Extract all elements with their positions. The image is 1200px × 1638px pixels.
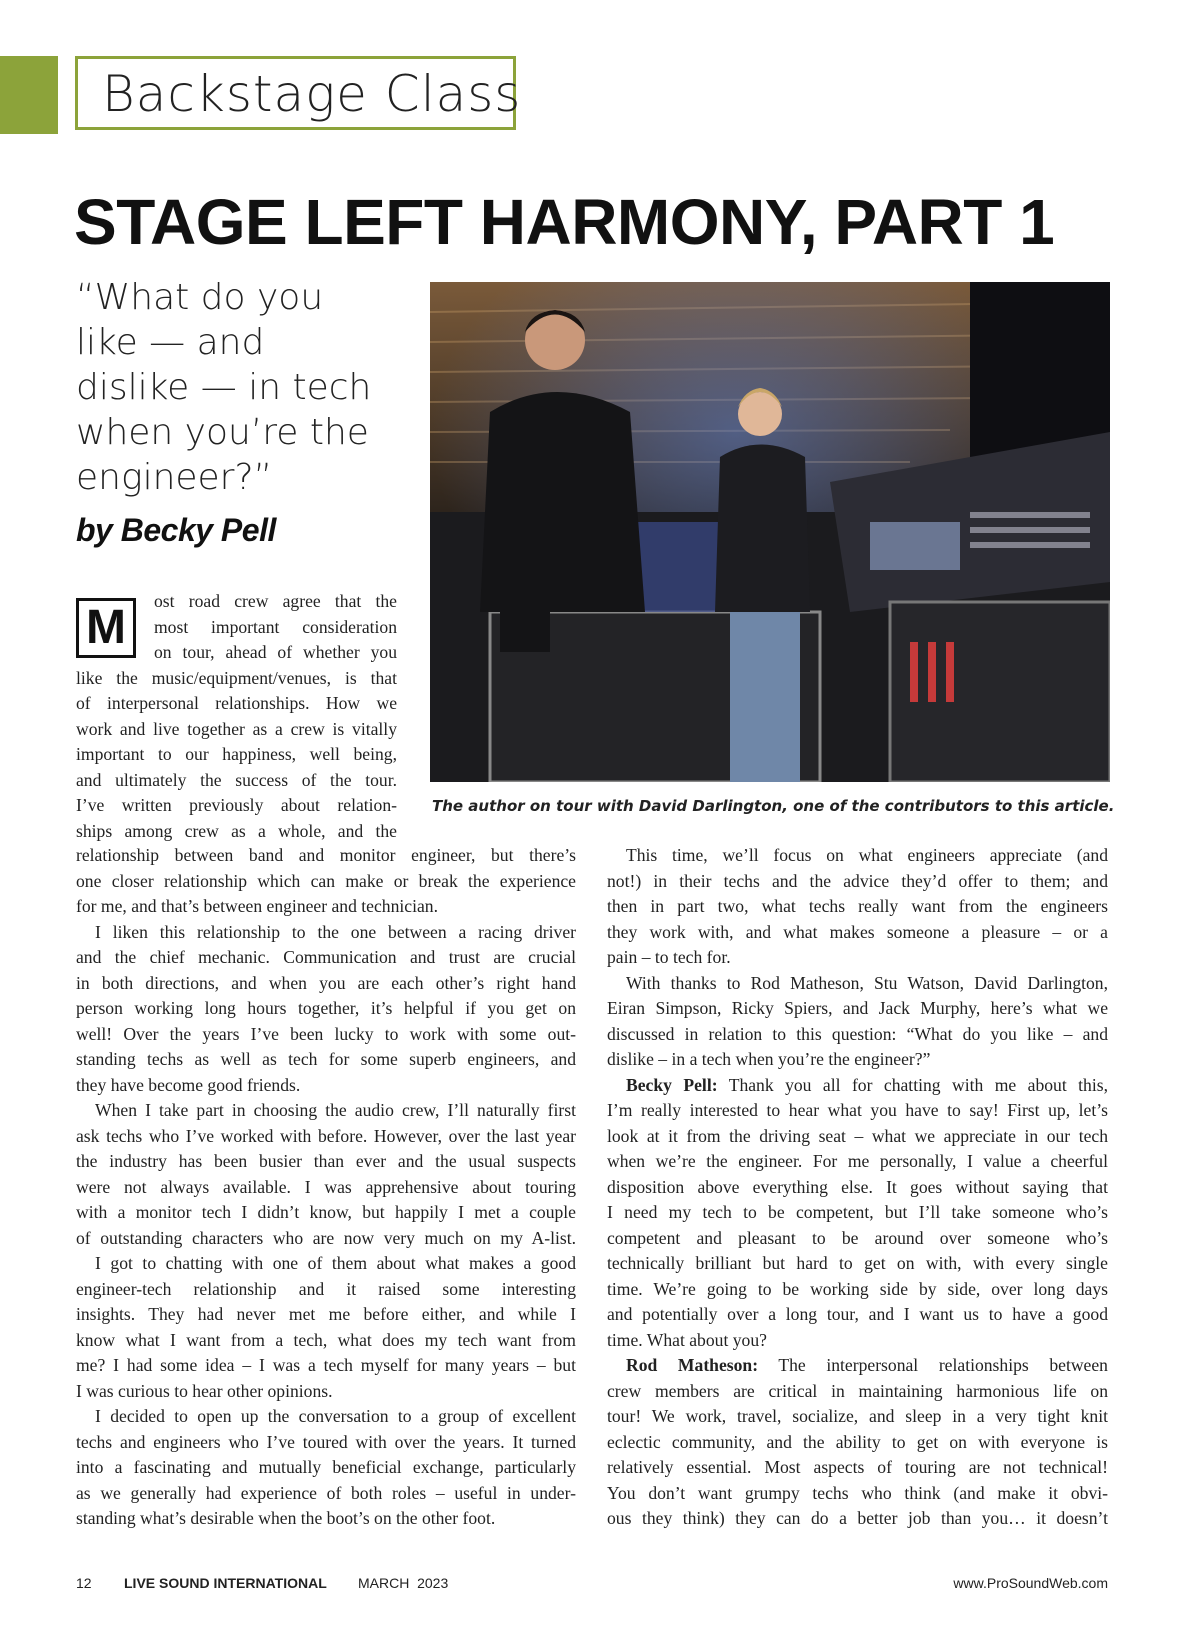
text-line: ask techs who I’ve worked with before. However, over the last year <box>76 1125 576 1146</box>
text-line: discussed in relation to this question: “What do you like – and <box>607 1023 1108 1044</box>
deck-line: like — and <box>76 322 265 363</box>
text-line: important to our happiness, well being, <box>76 744 397 764</box>
text-line: You don’t want grumpy techs who think (and make it obvi- <box>607 1482 1108 1503</box>
text-line: know what I want from a tech, what does my tech want from <box>76 1329 576 1350</box>
speaker-text: Thank you all for chatting with me about this, <box>728 1074 1108 1095</box>
text-line: and the chief mechanic. Communication and trust are crucial <box>76 947 576 967</box>
text-line: into a fascinating and mutually beneficial exchange, particularly <box>76 1457 576 1477</box>
text-line: This time, we’ll focus on what engineers appreciate (and <box>626 845 1108 865</box>
photo-caption: The author on tour with David Darlington, one of the contributors to this article. <box>432 797 1115 815</box>
text-line: I was curious to hear other opinions. <box>76 1380 333 1401</box>
text-line: when we’re the engineer. For me personally, I value a cheerful <box>607 1151 1108 1171</box>
text-line <box>607 1353 1108 1379</box>
text-line: time. We’re going to be working side by side, over long days <box>607 1278 1108 1299</box>
text-line: With thanks to Rod Matheson, Stu Watson, David Darlington, <box>626 972 1108 993</box>
text-line: then in part two, what techs really want from the engineers <box>607 896 1108 916</box>
deck-line: when you’re the <box>76 412 369 453</box>
section-label: Backstage Class <box>75 56 516 130</box>
text-line: I liken this relationship to the one between a racing driver <box>95 921 576 942</box>
text-line: standing what’s desirable when the boot’s on the other foot. <box>76 1508 496 1528</box>
issue-date: MARCH 2023 <box>358 1575 449 1591</box>
text-line: on tour, ahead of whether you <box>154 642 397 662</box>
text-line: and ultimately the success of the tour. <box>76 769 397 790</box>
website-url: www.ProSoundWeb.com <box>953 1575 1108 1591</box>
text-line: the industry has been busier than ever and the usual suspects <box>76 1151 576 1171</box>
publication-name: LIVE SOUND INTERNATIONAL <box>124 1575 327 1591</box>
text-line: like the music/equipment/venues, is that <box>76 667 397 688</box>
speaker-name: Becky Pell: <box>626 1074 718 1095</box>
page-number: 12 <box>76 1575 92 1591</box>
text-line: look at it from the driving seat – what we appreciate in our tech <box>607 1125 1108 1146</box>
body-column-right <box>607 843 1108 1532</box>
text-line: I decided to open up the conversation to a group of excellent <box>95 1406 576 1426</box>
text-line: in both directions, and when you are each other’s right hand <box>76 972 576 993</box>
text-line: and potentially over a long tour, and I want us to have a good <box>607 1304 1108 1324</box>
text-line: time. What about you? <box>607 1329 767 1350</box>
text-line: were not always available. I was apprehensive about touring <box>76 1176 576 1197</box>
byline: by Becky Pell <box>76 512 276 548</box>
text-line: Eiran Simpson, Ricky Spiers, and Jack Murphy, here’s what we <box>607 998 1108 1018</box>
text-line: not!) in their techs and the advice they’d offer to them; and <box>607 870 1108 891</box>
text-line: ost road crew agree that the <box>154 591 397 611</box>
text-line: ships among crew as a whole, and the <box>76 820 397 841</box>
text-line: tour! We work, travel, socialize, and sleep in a very tight knit <box>607 1406 1108 1426</box>
deck-line: dislike — in tech <box>76 367 372 408</box>
text-line: eclectic community, and the ability to get on with everyone is <box>607 1431 1108 1452</box>
drop-cap: M <box>76 598 136 658</box>
text-line: relationship between band and monitor engineer, but there’s <box>76 845 576 865</box>
speaker-name: Rod Matheson: <box>626 1355 759 1375</box>
text-line: When I take part in choosing the audio crew, I’ll naturally first <box>95 1100 576 1120</box>
article-headline: STAGE LEFT HARMONY, PART 1 <box>74 186 1055 258</box>
text-line: me? I had some idea – I was a tech myself for many years – but <box>76 1355 576 1375</box>
text-line: technically brilliant but hard to get on with, with every single <box>607 1253 1108 1273</box>
text-line: engineer-tech relationship and it raised some interesting <box>76 1278 576 1299</box>
text-line: they have become good friends. <box>76 1074 301 1095</box>
text-line: most important consideration <box>154 616 397 637</box>
text-line: person working long hours together, it’s helpful if you get on <box>76 998 576 1018</box>
text-line <box>607 1073 1108 1099</box>
text-line: work and live together as a crew is vitally <box>76 718 397 739</box>
text-line: for me, and that’s between engineer and technician. <box>76 896 438 916</box>
deck-line: “What do you <box>76 277 324 318</box>
text-line: crew members are critical in maintaining harmonious life on <box>607 1380 1108 1401</box>
text-line: techs and engineers who I’ve toured with over the years. It turned <box>76 1431 576 1452</box>
text-line: insights. They had never met me before either, and while I <box>76 1304 576 1324</box>
text-line: relatively essential. Most aspects of touring are not technical! <box>607 1457 1108 1477</box>
intro-wrap-column <box>76 666 397 845</box>
photo-illustration <box>430 282 1110 782</box>
text-line: I got to chatting with one of them about what makes a good <box>95 1253 576 1273</box>
body-column-left <box>76 843 576 1532</box>
deck-line: engineer?” <box>76 457 273 498</box>
intro-wrap-narrow <box>154 589 397 666</box>
text-line: one closer relationship which can make or break the experience <box>76 870 576 891</box>
text-line: as we generally had experience of both roles – useful in under- <box>76 1482 576 1503</box>
text-line: of interpersonal relationships. How we <box>76 693 397 713</box>
article-deck <box>76 275 406 500</box>
text-line: with a monitor tech I didn’t know, but happily I met a couple <box>76 1202 576 1222</box>
article-photo <box>430 282 1110 782</box>
text-line: competent and pleasant to be around over someone who’s <box>607 1227 1108 1248</box>
text-line: I’ve written previously about relation- <box>76 795 397 815</box>
section-color-bar <box>0 56 58 134</box>
text-line: I’m really interested to hear what you have to say! First up, let’s <box>607 1100 1108 1120</box>
text-line: pain – to tech for. <box>607 947 731 967</box>
speaker-text: The interpersonal relationships between <box>778 1355 1108 1375</box>
text-line: well! Over the years I’ve been lucky to work with some out- <box>76 1023 576 1044</box>
text-line: disposition above everything else. It goes without saying that <box>607 1176 1108 1197</box>
text-line: standing techs as well as tech for some superb engineers, and <box>76 1049 576 1069</box>
text-line: I need my tech to be competent, but I’ll take someone who’s <box>607 1202 1108 1222</box>
text-line: dislike – in a tech when you’re the engineer?” <box>607 1049 931 1069</box>
text-line: ous they think) they can do a better job than you… it doesn’t <box>607 1508 1108 1528</box>
text-line: of outstanding characters who are now very much on my A-list. <box>76 1227 576 1248</box>
text-line: they work with, and what makes someone a pleasure – or a <box>607 921 1108 942</box>
